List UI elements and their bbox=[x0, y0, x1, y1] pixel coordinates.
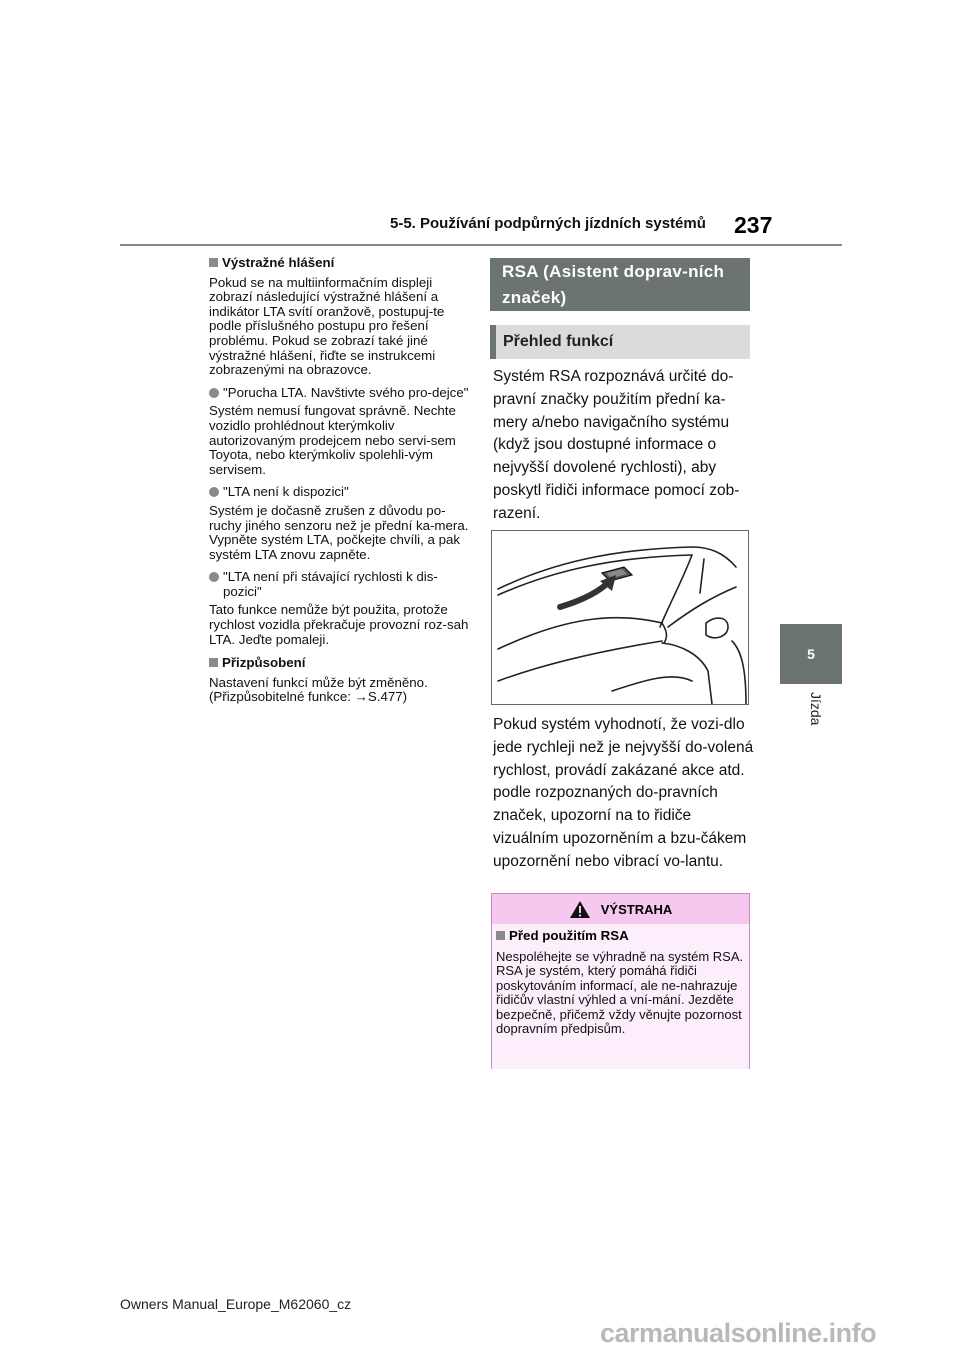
warning-header bbox=[492, 894, 749, 924]
car-illustration-icon bbox=[492, 531, 748, 704]
paragraph: Pokud se na multiinformačním displeji zobrazí následující výstražné hlášení a indikátor LTA svítí oranžově, postupuj-te podle příslušného postupu pro řešení problému. Pokud se zobrazí také jiné výstražné hlášení, řiďte se instrukcemi zobrazenými na obrazovce. bbox=[209, 274, 445, 378]
bullet-item bbox=[209, 485, 469, 500]
heading-text: Výstražné hlášení bbox=[222, 255, 335, 270]
paragraph: Pokud systém vyhodnotí, že vozi-dlo jede rychleji než je nejvyšší do-volená rychlost, provádí zakázané akce atd. podle rozpoznaných do-pravních značek, upozorní na to řidiče vizuálním upozorněním a bzu-čákem upozornění nebo vibrací vo-lantu. bbox=[493, 716, 754, 870]
warning-title: VÝSTRAHA bbox=[600, 901, 673, 917]
car-windshield-camera-illustration bbox=[491, 530, 749, 705]
header-divider bbox=[120, 244, 842, 246]
square-bullet-icon bbox=[209, 658, 218, 667]
warning-subtitle-text: Před použitím RSA bbox=[509, 928, 629, 943]
bullet-message: "LTA není při stávající rychlosti k dis-pozici" bbox=[223, 569, 438, 599]
watermark: carmanualsonline.info bbox=[600, 1318, 877, 1348]
round-bullet-icon bbox=[209, 572, 219, 582]
paragraph: Nastavení funkcí může být změněno. (Přizpůsobitelné funkce: →S.477) bbox=[209, 674, 428, 705]
heading-customization bbox=[209, 656, 469, 671]
round-bullet-icon bbox=[209, 388, 219, 398]
warning-text: Nespoléhejte se výhradně na systém RSA. RSA je systém, který pomáhá řidiči poskytováním informací, ale ne-nahrazuje řidičův vlastní výhled a vní-mání. Jezděte bezpečně, přičemž vždy věnujte pozornost dopravním předpisům. bbox=[496, 949, 744, 1037]
overview-subtitle: Přehled funkcí bbox=[490, 325, 750, 359]
warning-triangle-icon bbox=[569, 900, 591, 919]
heading-warning-messages bbox=[209, 256, 469, 271]
paragraph: Systém nemusí fungovat správně. Nechte vozidlo prohlédnout kterýmkoliv autorizovaným prodejcem nebo servi-sem Toyota, nebo kterýmkoliv spolehli-vým servisem. bbox=[209, 403, 456, 477]
rsa-section-title: RSA (Asistent doprav-ních značek) bbox=[490, 258, 750, 311]
paragraph: Tato funkce nemůže být použita, protože rychlost vozidla překračuje provozní roz-sah LTA. Jeďte pomaleji. bbox=[209, 602, 469, 647]
section-title: 5-5. Používání podpůrných jízdních systémů bbox=[390, 215, 706, 232]
chapter-label: Jízda bbox=[808, 692, 824, 726]
bullet-message: "Porucha LTA. Navštivte svého pro-dejce" bbox=[223, 384, 469, 400]
chapter-tab[interactable]: 5 bbox=[780, 624, 842, 684]
square-bullet-icon bbox=[209, 258, 218, 267]
warning-box bbox=[491, 893, 750, 1069]
bullet-item bbox=[209, 386, 469, 401]
square-bullet-icon bbox=[496, 931, 505, 940]
round-bullet-icon bbox=[209, 487, 219, 497]
warning-subtitle bbox=[496, 928, 629, 943]
bullet-item bbox=[209, 570, 469, 599]
page-number: 237 bbox=[734, 212, 773, 238]
paragraph: Systém RSA rozpoznává určité do-pravní značky použitím přední ka-mery a/nebo navigačního systému (když jsou dostupné informace o nejvyšší dovolené rychlosti), aby poskytl řidiči informace pomocí zob-razení. bbox=[493, 368, 740, 522]
bullet-message: "LTA není k dispozici" bbox=[223, 484, 349, 500]
paragraph: Systém je dočasně zrušen z důvodu po-ruchy jiného senzoru než je přední ka-mera. Vypněte systém LTA, počkejte chvíli, a pak systém LTA znovu zapněte. bbox=[209, 502, 469, 562]
left-column bbox=[209, 256, 469, 713]
heading-text: Přizpůsobení bbox=[222, 655, 306, 671]
footer-text: Owners Manual_Europe_M62060_cz bbox=[120, 1296, 352, 1312]
